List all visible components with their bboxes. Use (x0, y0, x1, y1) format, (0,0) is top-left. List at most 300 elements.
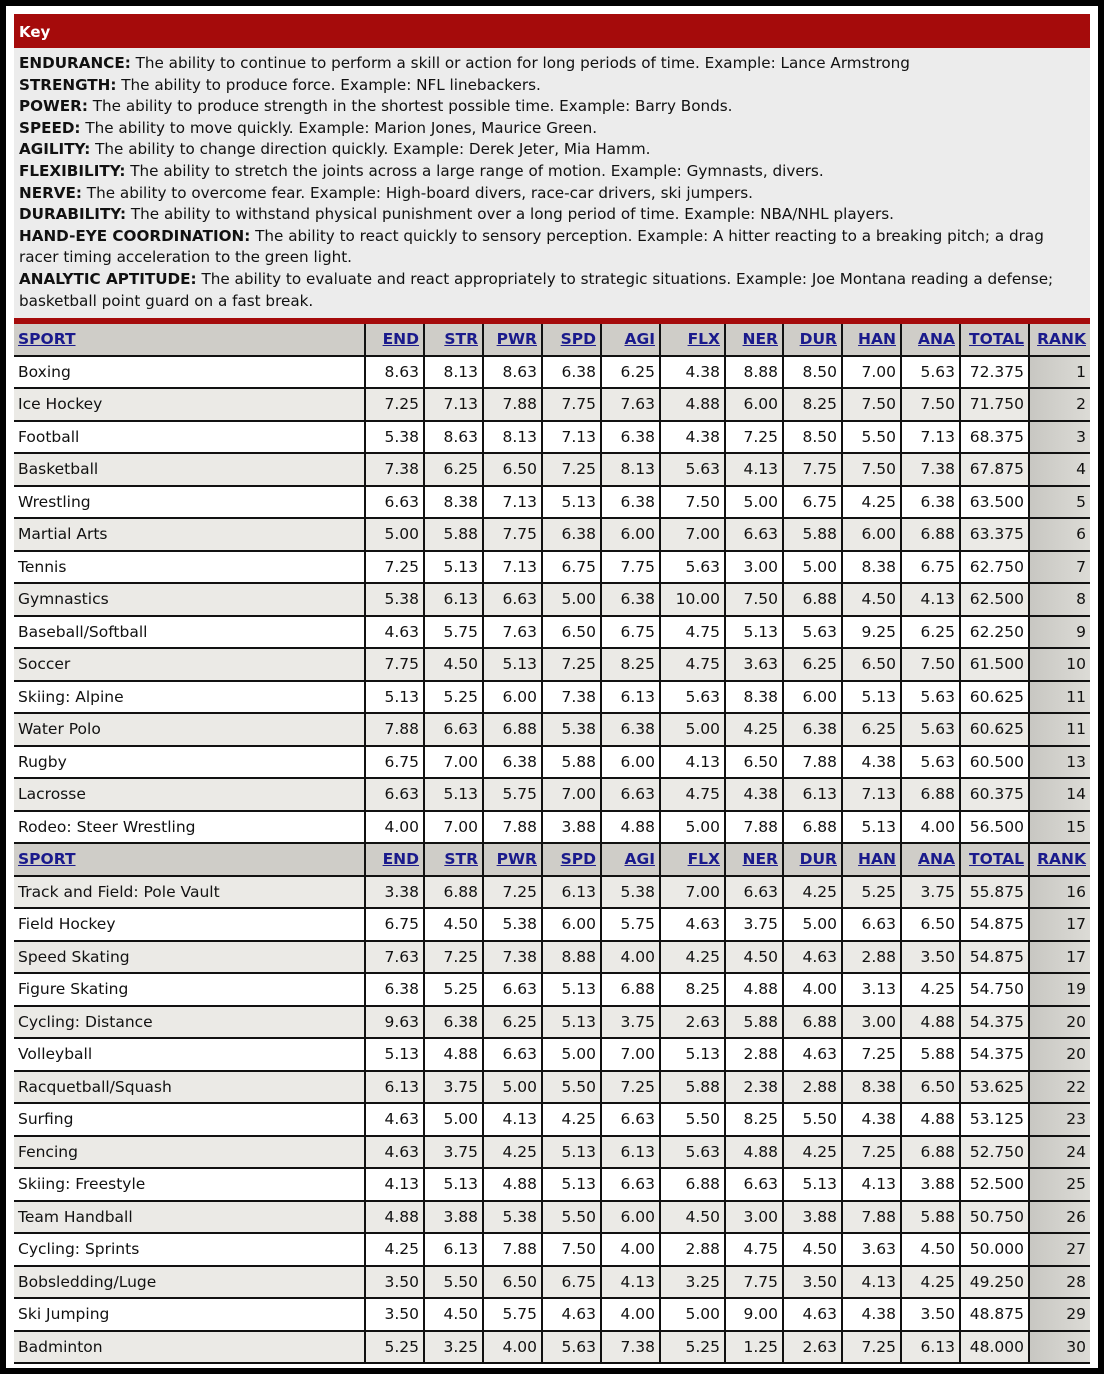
sort-link-ana[interactable]: ANA (918, 330, 955, 349)
han-cell: 7.88 (842, 1201, 901, 1234)
han-cell: 8.38 (842, 551, 901, 584)
end-cell: 3.50 (365, 1266, 424, 1299)
spd-cell: 4.63 (542, 1298, 601, 1331)
table-row (14, 1006, 1090, 1039)
han-cell: 2.88 (842, 941, 901, 974)
ner-cell: 3.75 (725, 908, 783, 941)
key-description: The ability to stretch the joints across a large range of motion. Example: Gymnasts, divers. (125, 161, 824, 180)
ana-cell: 4.50 (901, 1233, 960, 1266)
ner-cell: 5.13 (725, 616, 783, 649)
ana-cell: 6.88 (901, 778, 960, 811)
han-cell: 3.63 (842, 1233, 901, 1266)
table-row (14, 453, 1090, 486)
rank-cell: 7 (1029, 551, 1090, 584)
end-cell: 4.00 (365, 811, 424, 844)
sort-link-total[interactable]: TOTAL (969, 330, 1024, 349)
flx-cell: 5.00 (660, 1298, 725, 1331)
end-cell: 5.25 (365, 1331, 424, 1364)
str-cell: 7.00 (424, 746, 483, 779)
han-cell: 7.25 (842, 1331, 901, 1364)
ner-cell: 8.38 (725, 681, 783, 714)
ana-cell: 5.88 (901, 1201, 960, 1234)
total-cell: 71.750 (960, 388, 1029, 421)
han-cell: 6.25 (842, 713, 901, 746)
flx-cell: 2.63 (660, 1006, 725, 1039)
ner-cell: 4.88 (725, 973, 783, 1006)
pwr-cell: 4.25 (483, 1136, 542, 1169)
flx-cell: 7.00 (660, 518, 725, 551)
str-cell: 5.13 (424, 778, 483, 811)
sort-link-str[interactable]: STR (444, 330, 478, 349)
agi-cell: 6.00 (601, 746, 660, 779)
ner-cell: 3.63 (725, 648, 783, 681)
ner-cell: 6.63 (725, 1168, 783, 1201)
end-cell: 5.13 (365, 1038, 424, 1071)
table-row (14, 356, 1090, 389)
rank-cell: 8 (1029, 583, 1090, 616)
sport-name-cell: Football (14, 421, 365, 454)
sport-name-cell: Skiing: Freestyle (14, 1168, 365, 1201)
pwr-cell: 5.38 (483, 1201, 542, 1234)
han-cell: 5.25 (842, 876, 901, 909)
end-cell: 6.63 (365, 486, 424, 519)
sort-link-flx[interactable]: FLX (687, 850, 720, 869)
agi-cell: 7.38 (601, 1331, 660, 1364)
dur-cell: 5.63 (783, 616, 842, 649)
sort-link-pwr[interactable]: PWR (496, 850, 537, 869)
sort-link-total[interactable]: TOTAL (969, 850, 1024, 869)
dur-cell: 8.25 (783, 388, 842, 421)
pwr-cell: 6.38 (483, 746, 542, 779)
dur-cell: 4.63 (783, 1298, 842, 1331)
ner-cell: 4.50 (725, 941, 783, 974)
agi-cell: 6.13 (601, 1136, 660, 1169)
rank-cell: 14 (1029, 778, 1090, 811)
agi-cell: 5.75 (601, 908, 660, 941)
spd-cell: 4.25 (542, 1103, 601, 1136)
ana-cell: 6.13 (901, 1331, 960, 1364)
sport-name-cell: Track and Field: Pole Vault (14, 876, 365, 909)
column-header-sport (14, 843, 365, 876)
rank-cell: 22 (1029, 1071, 1090, 1104)
spd-cell: 7.38 (542, 681, 601, 714)
sort-link-han[interactable]: HAN (858, 850, 896, 869)
dur-cell: 2.88 (783, 1071, 842, 1104)
ana-cell: 4.88 (901, 1006, 960, 1039)
agi-cell: 7.00 (601, 1038, 660, 1071)
table-row (14, 811, 1090, 844)
spd-cell: 5.13 (542, 1006, 601, 1039)
sport-name-cell: Rodeo: Steer Wrestling (14, 811, 365, 844)
str-cell: 7.25 (424, 941, 483, 974)
pwr-cell: 5.75 (483, 778, 542, 811)
table-row (14, 518, 1090, 551)
ana-cell: 3.50 (901, 1298, 960, 1331)
sort-link-dur[interactable]: DUR (799, 850, 837, 869)
pwr-cell: 4.13 (483, 1103, 542, 1136)
agi-cell: 6.38 (601, 583, 660, 616)
str-cell: 3.75 (424, 1136, 483, 1169)
rank-cell: 16 (1029, 876, 1090, 909)
pwr-cell: 7.13 (483, 551, 542, 584)
agi-cell: 6.00 (601, 1201, 660, 1234)
flx-cell: 4.63 (660, 908, 725, 941)
key-term: FLEXIBILITY: (19, 161, 126, 180)
spd-cell: 6.75 (542, 551, 601, 584)
spd-cell: 7.25 (542, 453, 601, 486)
page-content (14, 14, 1090, 1364)
sort-link-spd[interactable]: SPD (560, 850, 596, 869)
sort-link-rank[interactable]: RANK (1037, 330, 1086, 349)
key-term: POWER: (19, 97, 88, 116)
key-term: AGILITY: (19, 140, 91, 159)
table-row (14, 1201, 1090, 1234)
agi-cell: 4.00 (601, 941, 660, 974)
han-cell: 7.00 (842, 356, 901, 389)
spd-cell: 6.13 (542, 876, 601, 909)
total-cell: 54.375 (960, 1038, 1029, 1071)
sort-link-end[interactable]: END (382, 330, 419, 349)
ana-cell: 6.38 (901, 486, 960, 519)
sort-link-sport[interactable]: SPORT (18, 850, 76, 869)
table-row (14, 583, 1090, 616)
end-cell: 7.63 (365, 941, 424, 974)
pwr-cell: 5.75 (483, 1298, 542, 1331)
end-cell: 7.88 (365, 713, 424, 746)
sort-link-ner[interactable]: NER (742, 850, 778, 869)
sport-name-cell: Lacrosse (14, 778, 365, 811)
ana-cell: 6.50 (901, 1071, 960, 1104)
agi-cell: 5.38 (601, 876, 660, 909)
end-cell: 4.63 (365, 1136, 424, 1169)
end-cell: 5.13 (365, 681, 424, 714)
str-cell: 3.25 (424, 1331, 483, 1364)
spd-cell: 7.00 (542, 778, 601, 811)
column-header-pwr (483, 843, 542, 876)
end-cell: 4.63 (365, 616, 424, 649)
pwr-cell: 6.50 (483, 453, 542, 486)
sort-link-str[interactable]: STR (444, 850, 478, 869)
ner-cell: 4.13 (725, 453, 783, 486)
sort-link-sport[interactable]: SPORT (18, 330, 76, 349)
han-cell: 4.13 (842, 1266, 901, 1299)
key-definition (19, 53, 1085, 75)
flx-cell: 10.00 (660, 583, 725, 616)
total-cell: 68.375 (960, 421, 1029, 454)
end-cell: 3.38 (365, 876, 424, 909)
total-cell: 67.875 (960, 453, 1029, 486)
flx-cell: 5.63 (660, 551, 725, 584)
sort-link-flx[interactable]: FLX (687, 330, 720, 349)
dur-cell: 6.38 (783, 713, 842, 746)
key-term: ANALYTIC APTITUDE: (19, 269, 197, 288)
sort-link-dur[interactable]: DUR (799, 330, 837, 349)
ner-cell: 4.38 (725, 778, 783, 811)
end-cell: 5.38 (365, 583, 424, 616)
flx-cell: 4.75 (660, 778, 725, 811)
ana-cell: 6.25 (901, 616, 960, 649)
han-cell: 8.38 (842, 1071, 901, 1104)
page-frame (6, 6, 1098, 1368)
table-header-row (14, 324, 1090, 356)
total-cell: 54.375 (960, 1006, 1029, 1039)
str-cell: 6.63 (424, 713, 483, 746)
dur-cell: 3.88 (783, 1201, 842, 1234)
spd-cell: 5.88 (542, 746, 601, 779)
dur-cell: 4.00 (783, 973, 842, 1006)
flx-cell: 5.25 (660, 1331, 725, 1364)
ana-cell: 6.88 (901, 518, 960, 551)
sport-name-cell: Team Handball (14, 1201, 365, 1234)
spd-cell: 8.88 (542, 941, 601, 974)
table-header-row (14, 843, 1090, 876)
total-cell: 54.750 (960, 973, 1029, 1006)
dur-cell: 3.50 (783, 1266, 842, 1299)
spd-cell: 6.50 (542, 616, 601, 649)
rank-cell: 19 (1029, 973, 1090, 1006)
agi-cell: 6.75 (601, 616, 660, 649)
sport-name-cell: Rugby (14, 746, 365, 779)
dur-cell: 8.50 (783, 421, 842, 454)
column-header-flx (660, 324, 725, 356)
agi-cell: 6.63 (601, 778, 660, 811)
ner-cell: 6.63 (725, 876, 783, 909)
agi-cell: 6.63 (601, 1103, 660, 1136)
key-description: The ability to withstand physical punishment over a long period of time. Example: NBA/NHL players. (126, 205, 894, 224)
sort-link-han[interactable]: HAN (858, 330, 896, 349)
ana-cell: 6.75 (901, 551, 960, 584)
key-description: The ability to overcome fear. Example: High-board divers, race-car drivers, ski jumpers. (81, 183, 753, 202)
rank-cell: 2 (1029, 388, 1090, 421)
spd-cell: 5.00 (542, 583, 601, 616)
end-cell: 7.25 (365, 551, 424, 584)
spd-cell: 7.50 (542, 1233, 601, 1266)
str-cell: 6.13 (424, 583, 483, 616)
key-description: The ability to change direction quickly. Example: Derek Jeter, Mia Hamm. (90, 140, 651, 159)
sport-name-cell: Surfing (14, 1103, 365, 1136)
dur-cell: 6.13 (783, 778, 842, 811)
sport-name-cell: Bobsledding/Luge (14, 1266, 365, 1299)
pwr-cell: 7.25 (483, 876, 542, 909)
flx-cell: 4.50 (660, 1201, 725, 1234)
end-cell: 6.75 (365, 908, 424, 941)
column-header-flx (660, 843, 725, 876)
sport-name-cell: Field Hockey (14, 908, 365, 941)
total-cell: 55.875 (960, 876, 1029, 909)
sort-link-agi[interactable]: AGI (624, 850, 655, 869)
dur-cell: 6.00 (783, 681, 842, 714)
table-row (14, 1136, 1090, 1169)
column-header-ana (901, 324, 960, 356)
agi-cell: 6.63 (601, 1168, 660, 1201)
total-cell: 72.375 (960, 356, 1029, 389)
ner-cell: 7.25 (725, 421, 783, 454)
flx-cell: 5.63 (660, 1136, 725, 1169)
ana-cell: 4.25 (901, 973, 960, 1006)
pwr-cell: 6.25 (483, 1006, 542, 1039)
ana-cell: 3.88 (901, 1168, 960, 1201)
pwr-cell: 4.00 (483, 1331, 542, 1364)
spd-cell: 5.13 (542, 973, 601, 1006)
pwr-cell: 6.63 (483, 583, 542, 616)
total-cell: 56.500 (960, 811, 1029, 844)
key-term: ENDURANCE: (19, 54, 131, 72)
sort-link-spd[interactable]: SPD (560, 330, 596, 349)
flx-cell: 4.88 (660, 388, 725, 421)
sport-name-cell: Figure Skating (14, 973, 365, 1006)
sort-link-pwr[interactable]: PWR (496, 330, 537, 349)
spd-cell: 7.25 (542, 648, 601, 681)
dur-cell: 4.63 (783, 1038, 842, 1071)
key-definitions (14, 48, 1090, 324)
key-description: The ability to produce strength in the shortest possible time. Example: Barry Bonds. (87, 97, 733, 116)
key-term: STRENGTH: (19, 75, 117, 94)
total-cell: 54.875 (960, 908, 1029, 941)
ana-cell: 5.63 (901, 746, 960, 779)
pwr-cell: 7.88 (483, 388, 542, 421)
agi-cell: 6.13 (601, 681, 660, 714)
han-cell: 3.13 (842, 973, 901, 1006)
agi-cell: 4.00 (601, 1233, 660, 1266)
table-row (14, 1298, 1090, 1331)
flx-cell: 6.88 (660, 1168, 725, 1201)
sport-name-cell: Ski Jumping (14, 1298, 365, 1331)
end-cell: 4.88 (365, 1201, 424, 1234)
flx-cell: 4.75 (660, 648, 725, 681)
end-cell: 8.63 (365, 356, 424, 389)
spd-cell: 5.63 (542, 1331, 601, 1364)
dur-cell: 6.88 (783, 811, 842, 844)
flx-cell: 5.63 (660, 453, 725, 486)
dur-cell: 4.50 (783, 1233, 842, 1266)
total-cell: 54.875 (960, 941, 1029, 974)
ana-cell: 5.63 (901, 356, 960, 389)
total-cell: 52.500 (960, 1168, 1029, 1201)
ner-cell: 6.50 (725, 746, 783, 779)
rank-cell: 5 (1029, 486, 1090, 519)
flx-cell: 3.25 (660, 1266, 725, 1299)
table-row (14, 1233, 1090, 1266)
flx-cell: 5.88 (660, 1071, 725, 1104)
rank-cell: 3 (1029, 421, 1090, 454)
ner-cell: 7.50 (725, 583, 783, 616)
str-cell: 8.38 (424, 486, 483, 519)
table-row (14, 713, 1090, 746)
table-row (14, 746, 1090, 779)
ana-cell: 7.50 (901, 648, 960, 681)
dur-cell: 7.88 (783, 746, 842, 779)
pwr-cell: 7.75 (483, 518, 542, 551)
column-header-dur (783, 324, 842, 356)
ana-cell: 7.50 (901, 388, 960, 421)
str-cell: 5.00 (424, 1103, 483, 1136)
total-cell: 60.625 (960, 713, 1029, 746)
key-description: The ability to evaluate and react appropriately to strategic situations. Example: Joe Montana reading a defense; basketball point guard on a fast break. (19, 269, 1054, 310)
han-cell: 7.13 (842, 778, 901, 811)
table-row (14, 1168, 1090, 1201)
column-header-spd (542, 324, 601, 356)
table-row (14, 681, 1090, 714)
key-definition (19, 96, 1085, 118)
pwr-cell: 6.50 (483, 1266, 542, 1299)
table-row (14, 648, 1090, 681)
table-row (14, 421, 1090, 454)
key-term: NERVE: (19, 183, 82, 202)
sort-link-rank[interactable]: RANK (1037, 850, 1086, 869)
table-row (14, 908, 1090, 941)
ner-cell: 7.75 (725, 1266, 783, 1299)
flx-cell: 4.75 (660, 616, 725, 649)
table-row (14, 941, 1090, 974)
ana-cell: 4.88 (901, 1103, 960, 1136)
flx-cell: 7.00 (660, 876, 725, 909)
column-header-ner (725, 324, 783, 356)
key-description: The ability to produce force. Example: NFL linebackers. (116, 75, 541, 94)
spd-cell: 6.75 (542, 1266, 601, 1299)
spd-cell: 3.88 (542, 811, 601, 844)
agi-cell: 6.25 (601, 356, 660, 389)
column-header-agi (601, 324, 660, 356)
str-cell: 4.50 (424, 908, 483, 941)
agi-cell: 6.88 (601, 973, 660, 1006)
ana-cell: 5.88 (901, 1038, 960, 1071)
han-cell: 4.38 (842, 1103, 901, 1136)
table-row (14, 778, 1090, 811)
dur-cell: 6.75 (783, 486, 842, 519)
spd-cell: 5.13 (542, 1136, 601, 1169)
flx-cell: 8.25 (660, 973, 725, 1006)
end-cell: 7.75 (365, 648, 424, 681)
sort-link-ana[interactable]: ANA (918, 850, 955, 869)
sort-link-end[interactable]: END (382, 850, 419, 869)
pwr-cell: 7.13 (483, 486, 542, 519)
rank-cell: 27 (1029, 1233, 1090, 1266)
spd-cell: 5.13 (542, 1168, 601, 1201)
key-description: The ability to continue to perform a skill or action for long periods of time. Example: Lance Armstrong (130, 54, 910, 72)
sort-link-ner[interactable]: NER (742, 330, 778, 349)
total-cell: 62.750 (960, 551, 1029, 584)
flx-cell: 5.50 (660, 1103, 725, 1136)
sort-link-agi[interactable]: AGI (624, 330, 655, 349)
dur-cell: 6.88 (783, 1006, 842, 1039)
han-cell: 7.50 (842, 388, 901, 421)
spd-cell: 5.13 (542, 486, 601, 519)
table-row (14, 1038, 1090, 1071)
str-cell: 4.88 (424, 1038, 483, 1071)
total-cell: 62.500 (960, 583, 1029, 616)
str-cell: 8.13 (424, 356, 483, 389)
ner-cell: 9.00 (725, 1298, 783, 1331)
total-cell: 48.000 (960, 1331, 1029, 1364)
end-cell: 4.13 (365, 1168, 424, 1201)
dur-cell: 4.25 (783, 876, 842, 909)
column-header-ana (901, 843, 960, 876)
spd-cell: 6.38 (542, 356, 601, 389)
sport-name-cell: Gymnastics (14, 583, 365, 616)
total-cell: 48.875 (960, 1298, 1029, 1331)
table-row (14, 1266, 1090, 1299)
table-row (14, 1071, 1090, 1104)
column-header-han (842, 324, 901, 356)
total-cell: 50.750 (960, 1201, 1029, 1234)
ana-cell: 4.00 (901, 811, 960, 844)
ner-cell: 1.25 (725, 1331, 783, 1364)
han-cell: 7.25 (842, 1038, 901, 1071)
end-cell: 5.00 (365, 518, 424, 551)
pwr-cell: 6.63 (483, 973, 542, 1006)
sport-name-cell: Ice Hockey (14, 388, 365, 421)
end-cell: 6.13 (365, 1071, 424, 1104)
